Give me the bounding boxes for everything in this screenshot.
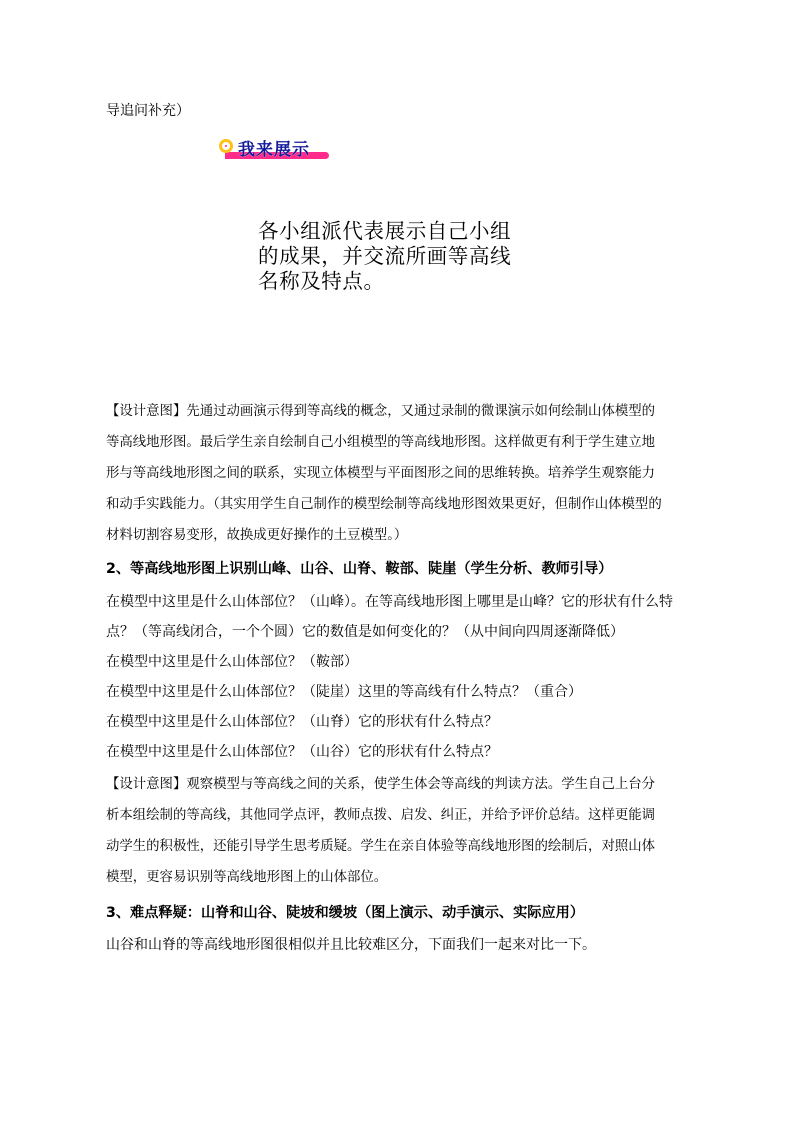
paragraph-line: 在模型中这里是什么山体部位？（陡崖）这里的等高线有什么特点？（重合） — [106, 684, 582, 700]
design-intent-2 — [106, 775, 655, 899]
paragraph-line: 和动手实践能力。（其实用学生自己制作的模型绘制等高线地形图效果更好，但制作山体模型的 — [106, 497, 662, 512]
paragraph-line: 在模型中这里是什么山体部位？（山谷）它的形状有什么特点？ — [106, 744, 498, 760]
section-2-body — [106, 592, 673, 772]
paragraph-line: 模型，更容易识别等高线地形图上的山体部位。 — [106, 870, 388, 885]
paragraph-line: 形与等高线地形图之间的联系，实现立体模型与平面图形之间的思维转换。培养学生观察能力 — [106, 466, 656, 481]
show-text-line: 名称及特点。 — [258, 269, 385, 293]
paragraph-line: 材料切割容易变形，故换成更好操作的土豆模型。） — [106, 528, 408, 543]
paragraph-line: 在模型中这里是什么山体部位？（山脊）它的形状有什么特点？ — [106, 714, 498, 730]
paragraph-line: 析本组绘制的等高线，其他同学点评，教师点拨、启发、纠正，并给予评价总结。这样更能调 — [106, 808, 656, 823]
badge-label: 我来展示 — [238, 140, 310, 160]
design-intent-1 — [106, 402, 662, 557]
section-2-heading: 2、等高线地形图上识别山峰、山谷、山脊、鞍部、陡崖（学生分析、教师引导） — [106, 561, 613, 577]
paragraph-line: 等高线地形图。最后学生亲自绘制自己小组模型的等高线地形图。这样做更有利于学生建立地 — [106, 435, 656, 450]
paragraph-line: 【设计意图】观察模型与等高线之间的关系，使学生体会等高线的判读方法。学生自己上台分 — [106, 777, 656, 792]
section-3-line: 山谷和山脊的等高线地形图很相似并且比较难区分，下面我们一起来对比一下。 — [106, 937, 596, 953]
paragraph-line: 动学生的积极性，还能引导学生思考质疑。学生在亲自体验等高线地形图的绘制后，对照山体 — [106, 839, 656, 854]
show-text-line: 各小组派代表展示自己小组 — [258, 219, 512, 243]
paragraph-line: 【设计意图】先通过动画演示得到等高线的概念，又通过录制的微课演示如何绘制山体模型的 — [106, 404, 656, 419]
show-text-line: 的成果，并交流所画等高线 — [258, 244, 512, 268]
badge-dot-icon — [219, 139, 233, 153]
show-text-block — [258, 219, 511, 294]
section-badge — [219, 133, 329, 163]
paragraph-line: 在模型中这里是什么山体部位？（山峰）。在等高线地形图上哪里是山峰？它的形状有什么特 — [106, 594, 673, 610]
paragraph-line: 点？（等高线闭合，一个个圆）它的数值是如何变化的？（从中间向四周逐渐降低） — [106, 624, 624, 640]
paragraph-line: 在模型中这里是什么山体部位？（鞍部） — [106, 654, 358, 670]
section-3-heading: 3、难点释疑：山脊和山谷、陡坡和缓坡（图上演示、动手演示、实际应用） — [106, 905, 585, 921]
top-fragment: 导追问补充） — [106, 103, 190, 119]
